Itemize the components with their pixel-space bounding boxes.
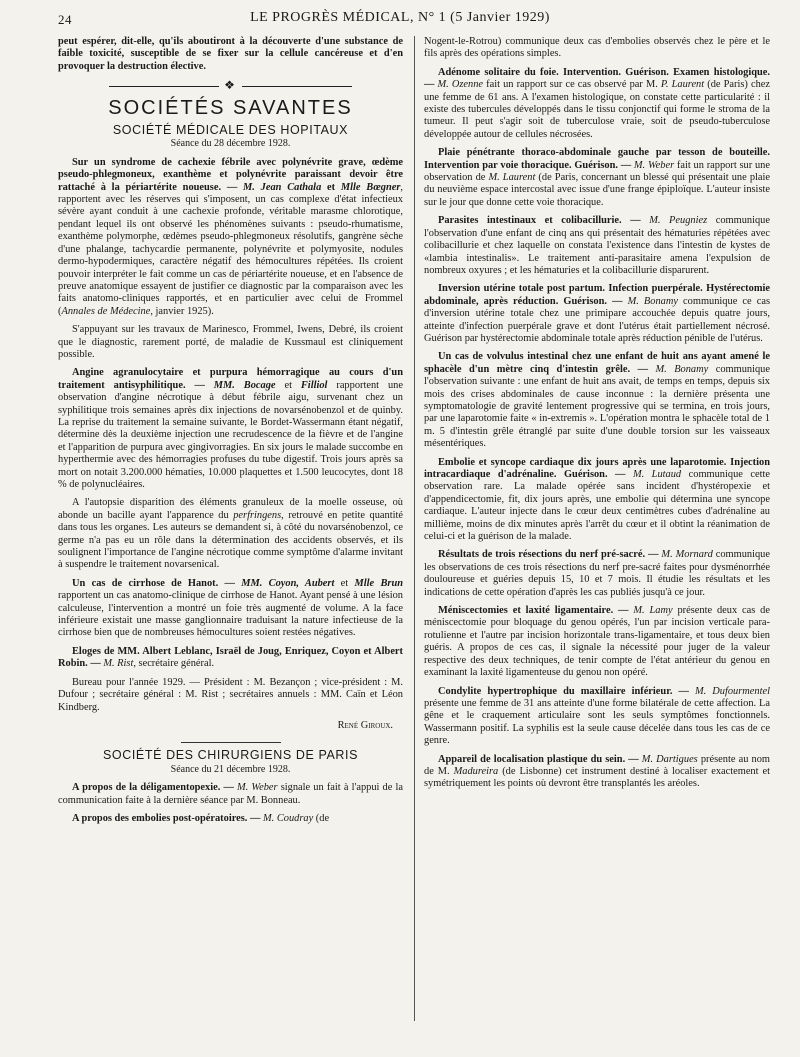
article-paragraph: Appareil de localisation plastique du sein. — M. Dartigues présente au nom de M. Madureira (de Lisbonne) cet instrument destiné à localiser exactement et symétriquement les points où devront être transplantés les aréoles. bbox=[424, 753, 770, 790]
ornament-divider: ❖ bbox=[58, 79, 403, 91]
journal-title: LE PROGRÈS MÉDICAL, N° 1 (5 Janvier 1929) bbox=[250, 10, 550, 25]
session-date: Séance du 21 décembre 1928. bbox=[170, 763, 291, 775]
article-paragraph: Un cas de volvulus intestinal chez une enfant de huit ans ayant amené le sphacèle d'un mètre cinq d'intestin grêle. — M. Bonamy communique l'observation suivante : une enfant de huit ans avait, de temps en temps, depuis six mois des crises abdominales de cause inconnue : la dernière présenta une symptomatologie de gravité lentement progressive qui se termina, en trois jours, par une laparotomie faite « in-extremis ». L'opération montra le sphacèle total de 1 m. 5 d'intestin grêle étranglé par suite d'une double torsion sur les vaisseaux mésentériques. bbox=[424, 351, 770, 450]
article-paragraph: Bureau pour l'année 1929. — Président : M. Bezançon ; vice-président : M. Dufour ; secrétaire général : M. Rist ; secrétaires annuels : MM. Caïn et Léon Kindberg. bbox=[58, 676, 403, 713]
article-paragraph: Angine agranulocytaire et purpura hémorragique au cours d'un traitement antisyphilitique. — MM. Bocage et Filliol rapportent une observation d'angine nécrotique à début fébrile aigu, survenant chez un syphilitique trois semaines après dix injections de novarsénobenzol et de quinby. La reprise du traitement la semaine suivante, le Bordet-Wassermann étant négatif, détermine dès la deuxième injection une recrudescence de la fièvre et de l'angine et l'apparition de purpura avec gingivorragies. En six jours le malade succombe en hyperthermie avec des hémorragies profuses du tube digestif. Trois jours après sa mort on notait 3.200.000 hématies, 10.000 plaquettes et 1.500 leucocytes, dont 18 % de polynucléaires. bbox=[58, 367, 403, 490]
article-paragraph: A propos des embolies post-opératoires. — M. Coudray (de bbox=[72, 812, 330, 824]
article-paragraph: Condylite hypertrophique du maxillaire inférieur. — M. Dufourmentel présente une femme de 31 ans atteinte d'une forme bilatérale de cette affection. La gêne et le craquement articulaire sont les seuls symptômes fonctionnels. Wassermann positif. La syphilis est la seule cause décelée dans tous les cas de ce genre. bbox=[424, 685, 770, 747]
column-divider bbox=[414, 36, 415, 1021]
article-paragraph: Embolie et syncope cardiaque dix jours après une laparotomie. Injection intracardiaque d'adrénaline. Guérison. — M. Lutaud communique cette observation rare. La malade opérée sans incident d'hystéropexie et d'appendicectomie, fit, dix jours après, une embolie qui détermina une syncope cardiaque. L'auteur injecte dans le cœur deux centimètres cubes d'adrénaline au millième, moins de dix minutes après l'arrêt du cœur et il obtint la réanimation de celui-ci et la guérison de la malade. bbox=[424, 456, 770, 543]
left-column bbox=[58, 36, 403, 831]
article-paragraph: Parasites intestinaux et colibacillurie. — M. Peugniez communique l'observation d'une enfant de cinq ans qui présentait des hématuries répétées avec colibacillurie et chez laquelle on constata l'existence dans l'intestin de kystes de «lambia intestinalis». Le traitement anti-parasitaire amena l'expulsion de nombreux oxyures ; et les hématuries et la colibacillurie disparurent. bbox=[424, 215, 770, 276]
article-paragraph: Inversion utérine totale post partum. Infection puerpérale. Hystérectomie abdominale, après réduction. Guérison. — M. Bonamy communique ce cas d'inversion utérine totale chez une primipare accouchée depuis quatre jours, atteinte d'infection puerpérale grave et dont l'utérus était partiellement nécrosé. Guérison par hystérectomie abdominale totale après réduction pénible de l'utérus. bbox=[424, 283, 770, 344]
article-paragraph: Un cas de cirrhose de Hanot. — MM. Coyon, Aubert et Mlle Brun rapportent un cas anatomo-clinique de cirrhose de Hanot. Ayant pensé à une lésion calculeuse, l'intervention a montré un foie très augmenté de volume. A la face inférieure existait une masse ganglionnaire traduisant la nature infectieuse de la cirrhose bien que de nombreuses hémocultures soient restées négatives. bbox=[58, 577, 403, 639]
article-paragraph: A propos de la déligamentopexie. — M. Weber signale un fait à l'appui de la communication faite à la dernière séance par M. Bonneau. bbox=[58, 782, 404, 806]
author-signature: René Giroux. bbox=[337, 719, 393, 731]
article-paragraph: Adénome solitaire du foie. Intervention. Guérison. Examen histologique. — M. Ozenne fait un rapport sur ce cas observé par M. P. Laurent (de Paris) chez une femme de 61 ans. A l'examen histologique, on constate cette particularité : il existe des tubercules développés dans le tissu conjonctif qui forme le stroma de la tumeur. Il peut s'agir soit de tuberculose vraie, soit de pseudo-tuberculose développée autour de cellules nécrosées. bbox=[424, 66, 770, 140]
intro-paragraph: peut espérer, dit-elle, qu'ils aboutiront à la découverte d'une substance de faible toxicité, susceptible de se fixer sur la cellule cancéreuse et d'en provoquer la destruction élective. bbox=[58, 36, 403, 72]
society-title: SOCIÉTÉ MÉDICALE DES HOPITAUX bbox=[112, 123, 349, 138]
article-paragraph: Nogent-le-Rotrou) communique deux cas d'embolies observés chez le père et le fils après des opérations simples. bbox=[424, 36, 770, 60]
article-paragraph: A l'autopsie disparition des éléments granuleux de la moelle osseuse, où abonde un bacille ayant l'apparence du perfringens, retrouvé en petite quantité dans tous les organes. Les auteurs se demandent si, à côté du novarsénobenzol, ce germe n'a pas eu un rôle dans la détermination des accidents observés, et ils soulignent l'importance de l'angine nécrotique comme symptôme d'alarme invitant à suspendre le traitement novarsenical. bbox=[58, 497, 403, 571]
article-paragraph: Plaie pénétrante thoraco-abdominale gauche par tesson de bouteille. Intervention par voie thoracique. Guérison. — M. Weber fait un rapport sur une observation de M. Laurent (de Paris, concernant un blessé qui présentait une plaie du neuvième espace intercostal avec issue d'une frange épiploïque. L'auteur insiste sur le jour que donne cette voie thoracique. bbox=[424, 147, 771, 208]
section-title: SOCIÉTÉS SAVANTES bbox=[108, 96, 353, 119]
article-paragraph: S'appuyant sur les travaux de Marinesco, Frommel, Iwens, Debré, ils croient que le diagnostic, rarement porté, de maladie de Kussmaul est cliniquement possible. bbox=[58, 324, 403, 360]
article-paragraph: Résultats de trois résections du nerf pré-sacré. — M. Mornard communique les observations de ces trois résections du nerf pre-sacré faites pour dysménorrhée douloureuse et guéries depuis 15, 10 et 7 mois. Il étudie les résultats et les indications de cette opération d'après les cas publiés jusqu'à ce jour. bbox=[424, 549, 770, 598]
page-number: 24 bbox=[58, 12, 72, 27]
session-date: Séance du 28 décembre 1928. bbox=[170, 138, 291, 150]
article-paragraph: Sur un syndrome de cachexie fébrile avec polynévrite grave, œdème pseudo-phlegmoneux, exanthème et polynévrite paraissant devoir être rattaché à la périartérite noueuse. — M. Jean Cathala et Mlle Bœgner, rapportent avec les réserves qui s'imposent, un cas complexe d'état infectieux sévère ayant conduit à une cachexie profonde, véritable marasme chlorotique, pendant lequel ils ont observé les phénomènes suivants : pseudo-rhumatisme, exanthème polymorphe, œdèmes pseudo-phlegmoneux résolutifs, gangrène sèche d'une phalange, tachycardie permanente, polynévrite et polymyosite, nodules dermo-hypodermiques, caractère négatif des hémocultures répétées. Ils croient pouvoir interpréter le fait comme un cas de périartérite noueuse, et en l'absence de preuve anatomique essayent de justifier ce diagnostic par la comparaison avec les faits anatomo-cliniques rapportés, et en particulier avec celui de Frommel (Annales de Médecine, janvier 1925). bbox=[58, 156, 403, 317]
society-title: SOCIÉTÉ DES CHIRURGIENS DE PARIS bbox=[58, 742, 403, 761]
article-paragraph: Méniscectomies et laxité ligamentaire. — M. Lamy présente deux cas de méniscectomie pour bloquage du genou opérés, l'un par incision verticale para-rotulienne et l'autre par incision horizontale trans-ligamentaire, et tous deux bien guéris. A propos de ces cas, il signale la nécessité pour juger de la valeur respective des deux techniques, de tenir compte de l'état antérieur du genou en examinant la laxité ligamenteuse du genou non opéré. bbox=[424, 605, 770, 679]
page-header bbox=[58, 8, 742, 30]
right-column bbox=[424, 36, 770, 797]
article-paragraph: Eloges de MM. Albert Leblanc, Israël de Joug, Enriquez, Coyon et Albert Robin. — M. Rist, secrétaire général. bbox=[58, 645, 403, 670]
